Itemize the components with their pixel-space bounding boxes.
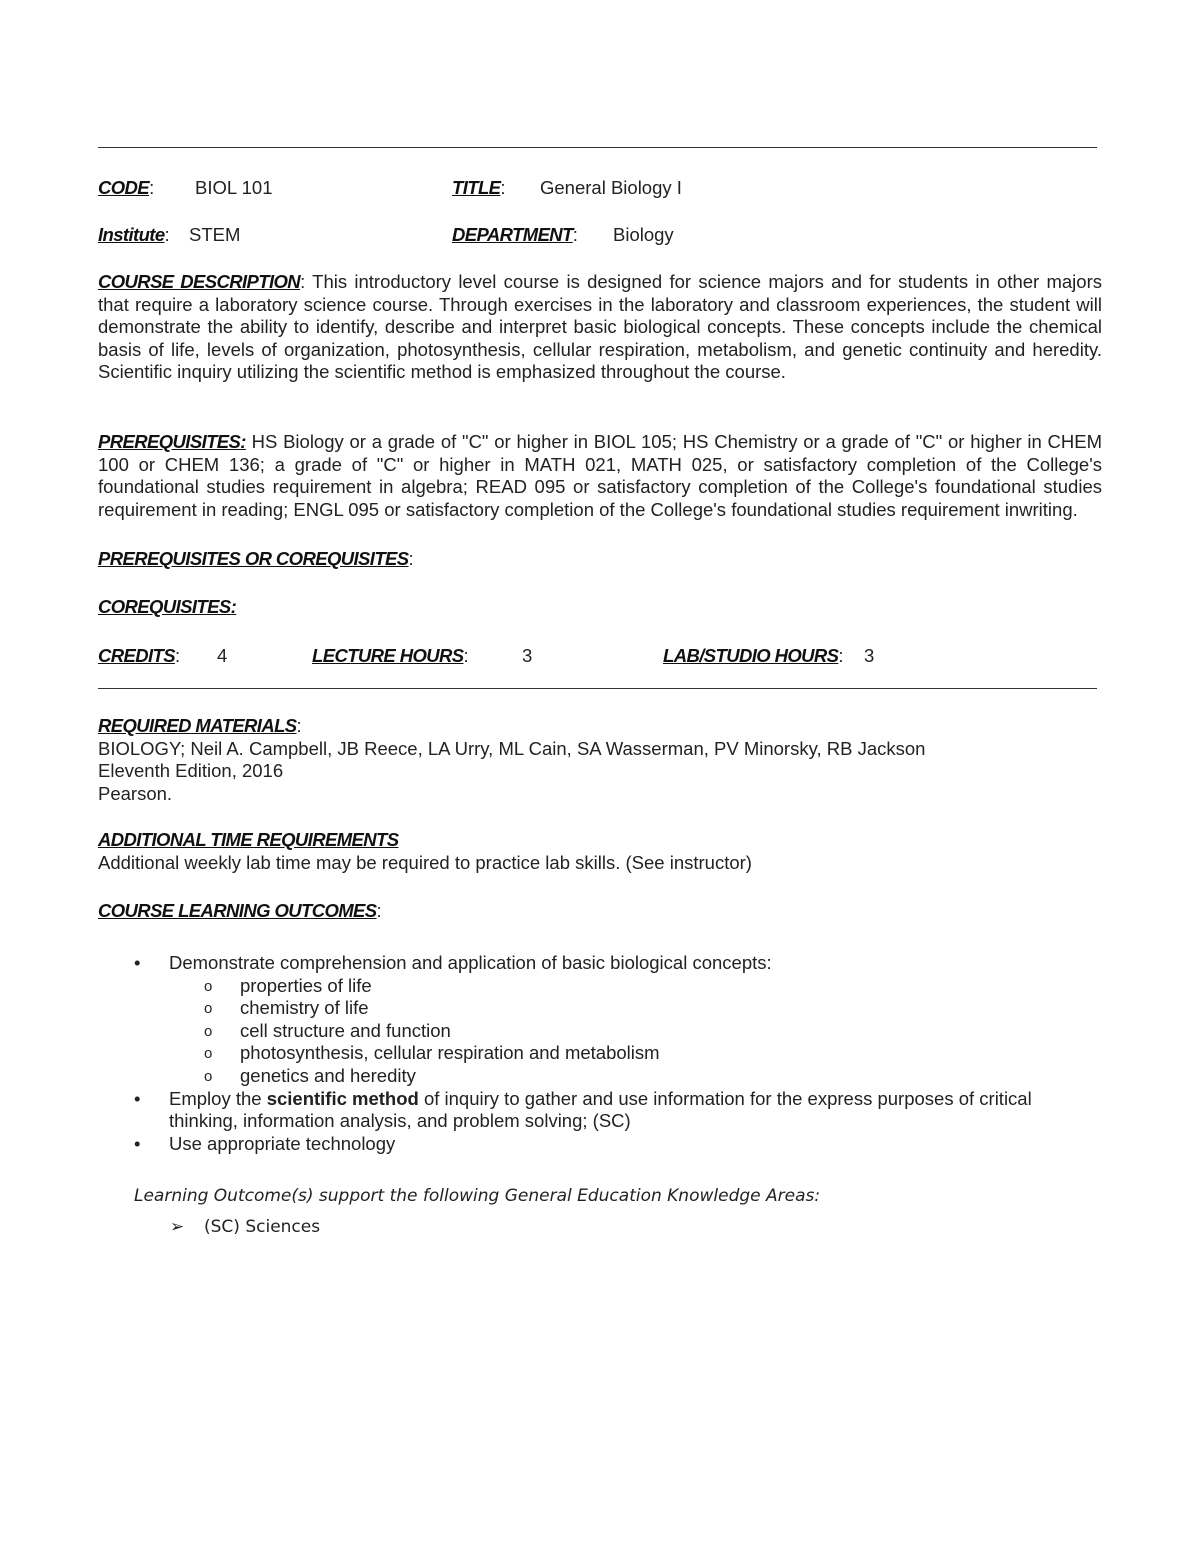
- credits-field: CREDITS:: [98, 645, 181, 666]
- additional-time: [98, 829, 752, 874]
- code-field: CODE:: [98, 177, 155, 198]
- credits-label: CREDITS: [98, 645, 175, 666]
- list-item: [98, 1133, 1098, 1156]
- outcome-text: Use appropriate technology: [169, 1132, 396, 1154]
- course-description-label: COURSE DESCRIPTION: [98, 271, 301, 292]
- gen-ed-area-text: (SC) Sciences: [204, 1217, 321, 1237]
- corequisites-label: COREQUISITES:: [98, 596, 237, 617]
- code-label: CODE: [98, 177, 150, 198]
- materials-line: Pearson.: [98, 782, 173, 804]
- list-item: [169, 997, 1098, 1020]
- lab-hours-field: LAB/STUDIO HOURS:: [663, 645, 844, 666]
- list-item: [169, 1065, 1098, 1088]
- title-label: TITLE: [452, 177, 501, 198]
- circle-bullet-icon: o: [204, 1000, 213, 1018]
- list-item: [169, 1020, 1098, 1043]
- gen-ed-heading: Learning Outcome(s) support the following General Education Knowledge Areas:: [134, 1186, 821, 1206]
- outcome-text: of inquiry to gather and use information for the express purposes of critical thinking, information analysis, and problem solving; (SC): [169, 1087, 1032, 1132]
- lecture-hours-label: LECTURE HOURS: [312, 645, 464, 666]
- credits-value: 4: [217, 645, 228, 666]
- institute-value: STEM: [189, 224, 241, 245]
- prerequisites-text: HS Biology or a grade of "C" or higher in BIOL 105; HS Chemistry or a grade of "C" or higher in CHEM 100 or CHEM 136; a grade of "C" or higher in MATH 021, MATH 025, or satisfactory completion of the College's foundational studies requirement in algebra; READ 095 or satisfactory completion of the College's foundational studies requirement in reading; ENGL 095 or satisfactory completion of the College's foundational studies requirement inwriting.: [98, 431, 1102, 520]
- department-label: DEPARTMENT: [452, 224, 573, 245]
- outcome-text: Employ the: [169, 1087, 267, 1109]
- lab-hours-label: LAB/STUDIO HOURS: [663, 645, 839, 666]
- gen-ed-area: [170, 1217, 320, 1237]
- prerequisites: [98, 431, 1102, 521]
- circle-bullet-icon: o: [204, 1045, 213, 1063]
- code-value: BIOL 101: [195, 177, 273, 198]
- department-field: DEPARTMENT:: [452, 224, 578, 245]
- required-materials: REQUIRED MATERIALS: BIOLOGY; Neil A. Campbell, JB Reece, LA Urry, ML Cain, SA Wasserman, PV Minorsky, RB Jackson Eleventh Edition, 2016 Pearson.: [98, 715, 926, 804]
- outcomes-heading: COURSE LEARNING OUTCOMES:: [98, 900, 382, 921]
- corequisites: [98, 596, 236, 618]
- required-materials-label: REQUIRED MATERIALS: [98, 715, 297, 736]
- institute-label: Institute: [98, 224, 165, 245]
- list-item: [169, 1042, 1098, 1065]
- course-description-text: This introductory level course is designed for science majors and for students in other majors that require a laboratory science course. Through exercises in the laboratory and classroom experiences, the student will demonstrate the ability to identify, describe and interpret basic biological concepts. These concepts include the chemical basis of life, levels of organization, photosynthesis, cellular respiration, metabolism, and genetic continuity and heredity. Scientific inquiry utilizing the scientific method is emphasized throughout the course.: [98, 271, 1102, 383]
- list-item: [98, 1088, 1098, 1133]
- prereq-or-coreq: PREREQUISITES OR COREQUISITES:: [98, 548, 414, 569]
- top-divider: [98, 147, 1097, 148]
- prerequisites-label: PREREQUISITES:: [98, 431, 246, 452]
- subitem-text: properties of life: [240, 974, 372, 996]
- title-field: TITLE:: [452, 177, 506, 198]
- circle-bullet-icon: o: [204, 1022, 213, 1040]
- circle-bullet-icon: o: [204, 977, 213, 995]
- institute-field: Institute:: [98, 224, 170, 245]
- additional-time-text: Additional weekly lab time may be required to practice lab skills. (See instructor): [98, 851, 752, 873]
- arrow-bullet-icon: ➢: [170, 1217, 185, 1237]
- section-divider: [98, 688, 1097, 689]
- outcome-emphasis: scientific method: [266, 1087, 419, 1109]
- lab-hours-value: 3: [864, 645, 875, 666]
- lecture-hours-value: 3: [522, 645, 533, 666]
- list-item: [169, 975, 1098, 998]
- bullet-icon: •: [134, 1087, 141, 1109]
- department-value: Biology: [613, 224, 674, 245]
- subitem-text: photosynthesis, cellular respiration and metabolism: [240, 1042, 660, 1064]
- subitem-text: chemistry of life: [240, 997, 369, 1019]
- list-item: [98, 952, 1098, 1088]
- bullet-icon: •: [134, 952, 141, 973]
- lecture-hours-field: LECTURE HOURS:: [312, 645, 469, 666]
- subitem-text: cell structure and function: [240, 1019, 451, 1041]
- prereq-or-coreq-label: PREREQUISITES OR COREQUISITES: [98, 548, 409, 569]
- circle-bullet-icon: o: [204, 1067, 213, 1085]
- outcome-text: Demonstrate comprehension and application of basic biological concepts:: [169, 952, 772, 973]
- materials-line: BIOLOGY; Neil A. Campbell, JB Reece, LA Urry, ML Cain, SA Wasserman, PV Minorsky, RB Jackson: [98, 737, 926, 759]
- outcomes-list: [98, 952, 1098, 1155]
- course-description: COURSE DESCRIPTION: This introductory level course is designed for science majors and for students in other majors that require a laboratory science course. Through exercises in the laboratory and classroom experiences, the student will demonstrate the ability to identify, describe and interpret basic biological concepts. These concepts include the chemical basis of life, levels of organization, photosynthesis, cellular respiration, metabolism, and genetic continuity and heredity. Scientific inquiry utilizing the scientific method is emphasized throughout the course.: [98, 271, 1102, 383]
- outcomes-label: COURSE LEARNING OUTCOMES: [98, 900, 377, 921]
- additional-time-label: ADDITIONAL TIME REQUIREMENTS: [98, 829, 399, 850]
- outcome-sublist: [169, 975, 1098, 1088]
- title-value: General Biology I: [540, 177, 682, 198]
- subitem-text: genetics and heredity: [240, 1064, 416, 1086]
- bullet-icon: •: [134, 1132, 141, 1154]
- materials-line: Eleventh Edition, 2016: [98, 760, 284, 782]
